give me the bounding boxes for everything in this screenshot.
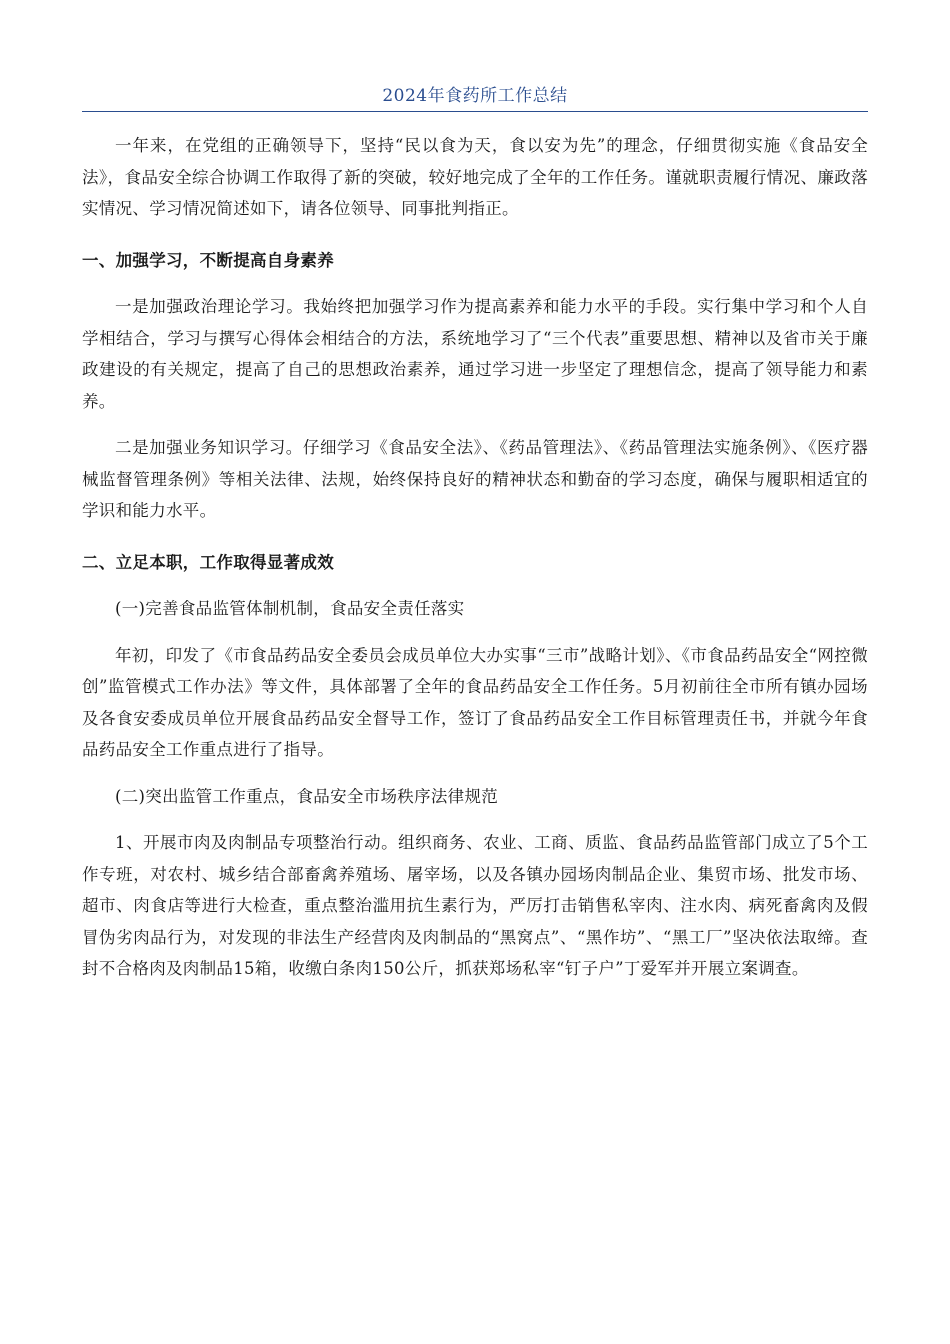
document-title: 2024年食药所工作总结 — [382, 86, 568, 106]
intro-paragraph: 一年来，在党组的正确领导下，坚持“民以食为天，食以安为先”的理念，仔细贯彻实施《食品安全法》，食品安全综合协调工作取得了新的突破，较好地完成了全年的工作任务。谨就职责履行情况、廉政落实情况、学习情况简述如下，请各位领导、同事批判指正。 — [82, 136, 868, 218]
title-underline — [82, 111, 868, 112]
section-2-paragraph-1: 年初，印发了《市食品药品安全委员会成员单位大办实事“三市”战略计划》、《市食品药品安全“网控微创”监管模式工作办法》等文件，具体部署了全年的食品药品安全工作任务。5月初前往全市所有镇办园场及各食安委成员单位开展食品药品安全督导工作，签订了食品药品安全工作目标管理责任书，并就今年食品药品安全工作重点进行了指导。 — [82, 645, 868, 759]
section-2-subheading-1: (一)完善食品监管体制机制，食品安全责任落实 — [115, 599, 465, 618]
section-1-paragraph-1: 一是加强政治理论学习。我始终把加强学习作为提高素养和能力水平的手段。实行集中学习和个人自学相结合，学习与撰写心得体会相结合的方法，系统地学习了“三个代表”重要思想、精神以及省市关于廉政建设的有关规定，提高了自己的思想政治素养，通过学习进一步坚定了理想信念，提高了领导能力和素养。 — [82, 297, 868, 411]
section-1-paragraph-2: 二是加强业务知识学习。仔细学习《食品安全法》、《药品管理法》、《药品管理法实施条例》、《医疗器械监督管理条例》等相关法律、法规，始终保持良好的精神状态和勤奋的学习态度，确保与履职相适宜的学识和能力水平。 — [82, 438, 868, 520]
document-page — [82, 0, 868, 985]
section-2-paragraph-2: 1、开展市肉及肉制品专项整治行动。组织商务、农业、工商、质监、食品药品监管部门成立了5个工作专班，对农村、城乡结合部畜禽养殖场、屠宰场，以及各镇办园场肉制品企业、集贸市场、批发市场、超市、肉食店等进行大检查，重点整治滥用抗生素行为，严厉打击销售私宰肉、注水肉、病死畜禽肉及假冒伪劣肉品行为，对发现的非法生产经营肉及肉制品的“黑窝点”、“黑作坊”、“黑工厂”坚决依法取缔。查封不合格肉及肉制品15箱，收缴白条肉150公斤，抓获郑场私宰“钉子户”丁爱军并开展立案调查。 — [82, 833, 868, 978]
section-2-subheading-2: (二)突出监管工作重点，食品安全市场秩序法律规范 — [115, 786, 499, 806]
section-2-heading: 二、立足本职，工作取得显著成效 — [82, 552, 334, 572]
section-1-heading: 一、加强学习，不断提高自身素养 — [82, 250, 334, 270]
